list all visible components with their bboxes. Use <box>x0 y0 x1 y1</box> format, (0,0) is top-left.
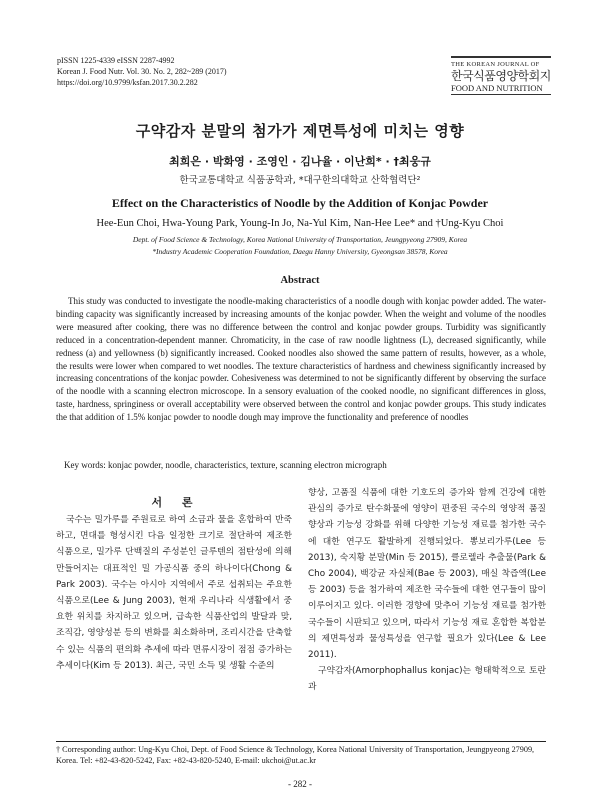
intro-paragraph-2: 향상, 고품질 식품에 대한 기호도의 증가와 함께 건강에 대한 관심의 증가로 탄수화물에 영양이 편중된 국수의 영양적 품질 향상과 기능성 강화를 위해 다양한 기능성 재료를 첨가한 국수에 대한 연구도 활발하게 진행되었다. 뽕보리가루(Lee 등 2013), 숙지황 분말(Min 등 2015), 클로렐라 추출물(Park & Cho 2004), 백강균 자실체(Bae 등 2003), 매실 착즙액(Lee 등 2003) 등을 첨가하여 제조한 국수들에 대한 연구들이 많이 이루어지고 있다. 이러한 경향에 맞추어 기능성 재료를 첨가한 국수들이 시판되고 있으며, 따라서 기능성 재료 혼합한 복합분의 제면특성과 물성특성을 연구할 필요가 있다(Lee & Lee 2011). <box>308 488 546 661</box>
abstract-heading: Abstract <box>280 275 320 286</box>
affiliation-english-2: *Industry Academic Cooperation Foundation, Daegu Hanny University, Gyeongsan 38578, Korea <box>152 247 448 256</box>
doi-link[interactable]: https://doi.org/10.9799/ksfan.2017.30.2.282 <box>57 78 198 87</box>
authors-english: Hee-Eun Choi, Hwa-Young Park, Young-In Jo, Na-Yul Kim, Nan-Hee Lee* and †Ung-Kyu Choi <box>96 218 504 229</box>
corresponding-author-footnote: † Corresponding author: Ung-Kyu Choi, Dept. of Food Science & Technology, Korea National University of Transportation, Jeungpyeong 27909, Korea. Tel: +82-43-820-5242, Fax: +82-43-820-5240, E-mail: ukchoi@ut.ac.kr <box>56 745 535 765</box>
citation-line: Korean J. Food Nutr. Vol. 30. No. 2, 282~289 (2017) <box>57 67 227 76</box>
journal-rule <box>451 56 551 58</box>
issn-line: pISSN 1225-4339 eISSN 2287-4992 <box>57 56 175 65</box>
journal-name-en-line1: THE KOREAN JOURNAL OF <box>451 61 540 68</box>
journal-logo <box>451 56 551 95</box>
affiliation-korean: 한국교통대학교 식품공학과, *대구한의대학교 산학협력단² <box>179 175 421 186</box>
publication-meta <box>57 55 227 88</box>
page-number: - 282 - <box>288 779 312 789</box>
title-english: Effect on the Characteristics of Noodle by the Addition of Konjac Powder <box>111 196 489 210</box>
footnote-rule <box>56 741 546 742</box>
authors-korean: 최희은 · 박화영 · 조영인 · 김나율 · 이난희* · †최웅규 <box>169 155 431 168</box>
intro-paragraph-3: 구약감자(Amorphophallus konjac)는 형태학적으로 토란과 <box>308 666 546 693</box>
affiliation-english-1: Dept. of Food Science & Technology, Korea National University of Transportation, Jeungpyeong 27909, Korea <box>132 235 468 244</box>
section-heading-introduction: 서 론 <box>151 496 201 509</box>
keywords: Key words: konjac powder, noodle, characteristics, texture, scanning electron micrograph <box>64 460 387 470</box>
journal-name-ko: 한국식품영양학회지 <box>451 69 551 83</box>
journal-name-en-line2: FOOD AND NUTRITION <box>451 83 551 95</box>
body-column-right <box>308 485 546 696</box>
body-column-left <box>56 512 292 674</box>
abstract-text: This study was conducted to investigate the noodle-making characteristics of a noodle dough with konjac powder added. The water-binding capacity was significantly increased by increasing amounts of the konjac powder. When the weight and volume of the noodles were measured after cooking, there was no difference between the control and konjac powder groups. Turbidity was significantly reduced in a concentration-dependent manner. Chromaticity, in the case of raw noodle lightness (L), decreased significantly, while redness (a) and yellowness (b) significantly increased. Cooked noodles also showed the same pattern of results, however, as a whole, the results were lower when compared to wet noodles. The texture characteristics of hardness and chewiness significantly increased by increasing concentrations of the konjac powder. Cohesiveness was determined to not be significantly different by observing the surface of the noodle with a scanning electron microscope. In a sensory evaluation of the cooked noodle, no significant differences in gloss, taste, hardness, springiness or overall acceptability were observed between the control and konjac powder groups. This study indicates the that addition of 1.5% konjac powder to noodle dough may improve the functionality and preference of noodles <box>56 296 546 423</box>
intro-paragraph-1: 국수는 밀가루를 주원료로 하여 소금과 물을 혼합하여 반죽하고, 면대를 형성시킨 다음 일정한 크기로 절단하여 제조한 식품으로, 밀가루 단백질의 주성분인 글루텐의 점탄성에 의해 만들어지는 대표적인 밀 가공식품 중의 하나이다(Chong & Park 2003). 국수는 아시아 지역에서 주로 섭취되는 주요한 식품으로(Lee & Jung 2003), 현재 우리나라 식생활에서 중요한 위치를 차지하고 있으며, 급속한 식품산업의 발달과 맞, 조직감, 영양성분 등의 변화를 최소화하며, 조리시간을 단축할 수 있는 식품의 편의화 추세에 따라 면류시장이 점점 증가하는 추세이다(Kim 등 2013). 최근, 국민 소득 및 생활 수준의 <box>56 515 292 671</box>
title-korean: 구약감자 분말의 첨가가 제면특성에 미치는 영향 <box>135 122 465 140</box>
